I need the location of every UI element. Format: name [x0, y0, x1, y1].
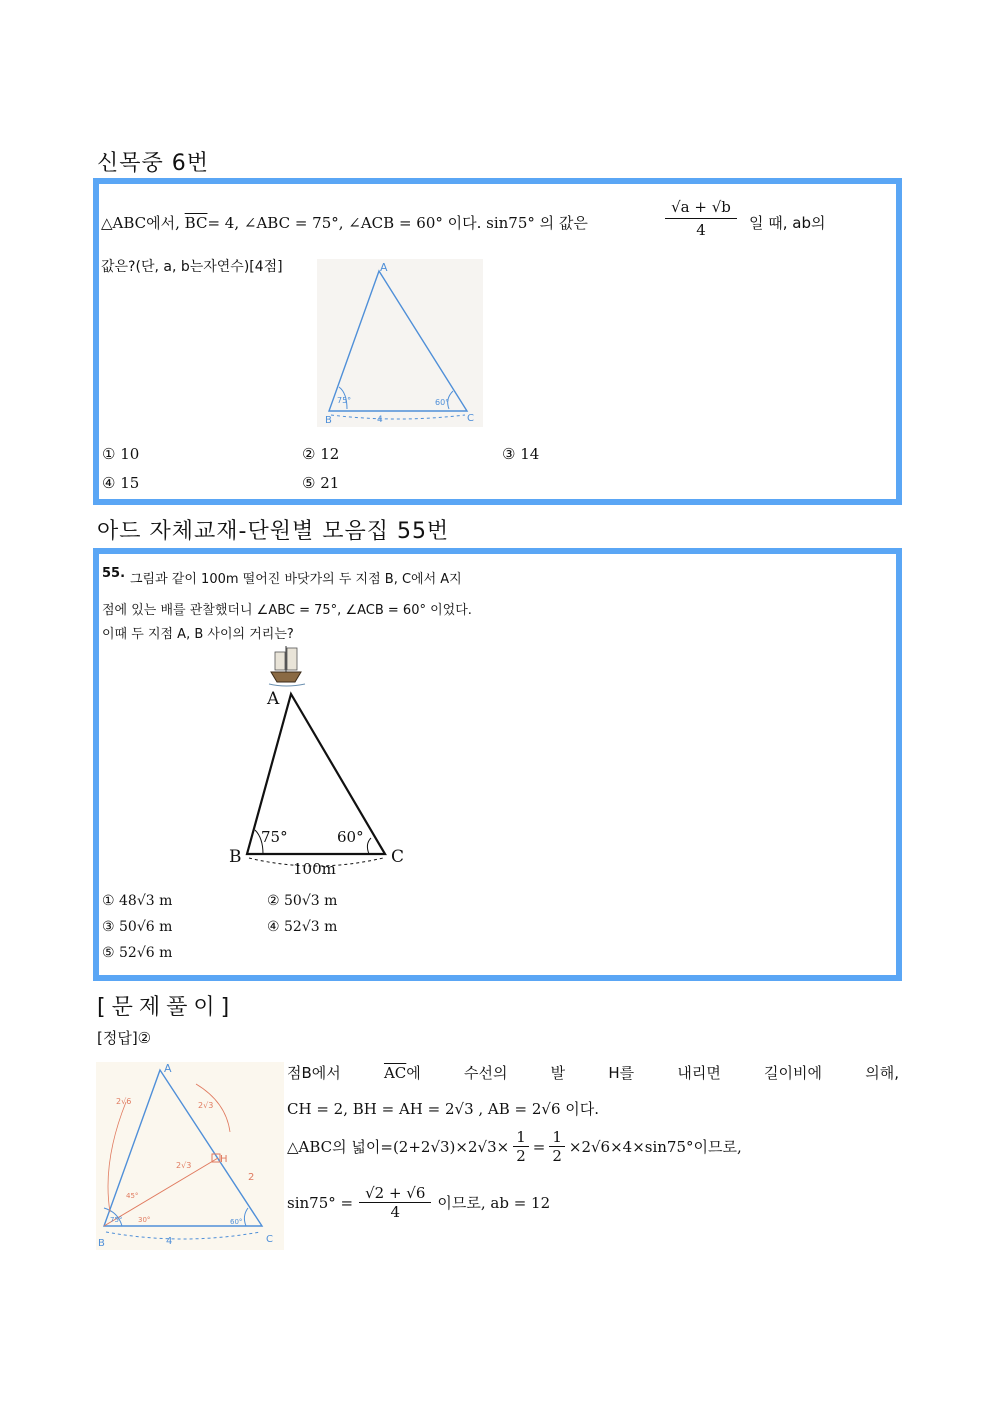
choice2-4[interactable]: ④ 52√3 m: [267, 919, 338, 935]
sketch-bh: 2√3: [176, 1161, 192, 1170]
solution-line1: [287, 1062, 899, 1083]
sketch-vertex-b: B: [98, 1238, 105, 1249]
sol-word-1: 점B에서: [287, 1064, 341, 1082]
sketch-ah: 2√3: [198, 1101, 214, 1110]
sketch-side-ch: 2: [248, 1172, 255, 1183]
choice2-3[interactable]: ③ 50√6 m: [102, 919, 173, 935]
solution-heading: [문제풀이]: [97, 995, 236, 1020]
problem2-line1: 그림과 같이 100m 떨어진 바닷가의 두 지점 B, C에서 A지: [130, 572, 462, 587]
vertex-a: A: [380, 261, 388, 274]
vertex-a-2: A: [267, 689, 280, 709]
problem1-fraction: [665, 198, 737, 239]
choice2-5[interactable]: ⑤ 52√6 m: [102, 945, 173, 961]
sol-line3-c: ×2√6×4×sin75°이므로,: [568, 1138, 742, 1156]
vertex-c: C: [467, 413, 474, 424]
problem1-text-b: = 4, ∠ABC = 75°, ∠ACB = 60° 이다. sin75° 의 값은: [207, 214, 588, 232]
choice-1[interactable]: ① 10: [102, 445, 140, 463]
sol-word-ac-group: [384, 1062, 421, 1083]
vertex-c-2: C: [391, 847, 405, 867]
fraction-denominator: 4: [696, 221, 706, 239]
sketch-angle-45: 45°: [126, 1192, 139, 1200]
sketch-angle-30: 30°: [138, 1216, 151, 1224]
fraction-half-1: $\frac{1}{2}$: [513, 1128, 529, 1165]
problem1-line2: 값은?(단, a, b는자연수)[4점]: [101, 259, 283, 275]
vertex-b: B: [325, 415, 332, 426]
solution-sketch: [96, 1062, 284, 1250]
sol-line3-b: =: [532, 1137, 546, 1156]
sol-word-5: H를: [608, 1064, 635, 1082]
problem1-box: [93, 178, 902, 505]
vertex-b-2: B: [229, 847, 242, 867]
problem1-text-c: 일 때, ab의: [749, 214, 826, 232]
angle-c-label-2: 60°: [337, 828, 364, 846]
section2-heading: 아드 자체교재-단원별 모음집 55번: [97, 519, 450, 544]
choice2-1[interactable]: ① 48√3 m: [102, 893, 173, 909]
sol-line4-b: 이므로, ab = 12: [437, 1194, 551, 1212]
fraction-half-2: $\frac{1}{2}$: [549, 1128, 565, 1165]
sketch-vertex-h: H: [220, 1154, 228, 1165]
problem2-line2: 점에 있는 배를 관찰했더니 ∠ABC = 75°, ∠ACB = 60° 이었다.: [102, 603, 472, 618]
sol-word-7: 길이비에: [764, 1064, 823, 1082]
solution-line4: [287, 1184, 550, 1221]
solution-line3: [287, 1128, 742, 1165]
sketch-angle-b: 75°: [110, 1216, 123, 1224]
sol-word-3: 수선의: [463, 1064, 508, 1082]
choice-5[interactable]: ⑤ 21: [302, 474, 340, 492]
sketch-ab: 2√6: [116, 1097, 132, 1106]
sol-word-4: 발: [550, 1064, 566, 1082]
answer-line: [정답]②: [97, 1029, 152, 1047]
problem1-text-a: △ABC에서,: [101, 214, 185, 232]
triangle-figure-1: [317, 259, 483, 427]
sketch-side-bc: 4: [166, 1236, 173, 1247]
sketch-vertex-a: A: [164, 1062, 172, 1075]
sol-line4-a: sin75° =: [287, 1193, 354, 1212]
section1-heading: 신목중 6번: [97, 151, 209, 176]
sketch-vertex-c: C: [266, 1234, 273, 1245]
problem1-line1: [101, 212, 588, 233]
choice-4[interactable]: ④ 15: [102, 474, 140, 492]
fraction-sin75: $\frac{√2 + √6}{4}$: [359, 1184, 431, 1221]
triangle-figure-2: [219, 642, 419, 877]
problem2-line3: 이때 두 지점 A, B 사이의 거리는?: [102, 627, 294, 642]
choice-3[interactable]: ③ 14: [502, 445, 540, 463]
sol-word-8: 의해,: [865, 1064, 899, 1082]
side-bc-label: 4: [377, 415, 383, 425]
angle-b-label-2: 75°: [261, 828, 288, 846]
problem2-box: [93, 548, 902, 981]
problem2-number: 55.: [102, 566, 126, 581]
fraction-numerator: √a + √b: [665, 198, 737, 219]
segment-bc: $\overline{BC}$: [184, 214, 208, 232]
choice-2[interactable]: ② 12: [302, 445, 340, 463]
angle-c-label: 60°: [435, 398, 450, 407]
sol-word-6: 내리면: [677, 1064, 721, 1082]
side-bc-label-2: 100m: [293, 860, 336, 877]
sketch-angle-c: 60°: [230, 1218, 243, 1226]
angle-b-label: 75°: [337, 396, 352, 405]
segment-ac: $\overline{AC}$: [383, 1064, 407, 1082]
ship-icon: [269, 646, 305, 686]
choice2-2[interactable]: ② 50√3 m: [267, 893, 338, 909]
sol-line3-a: △ABC의 넓이=(2+2√3)×2√3×: [287, 1138, 510, 1156]
sol-word-2: 에: [406, 1064, 421, 1082]
solution-line2: CH = 2, BH = AH = 2√3 , AB = 2√6 이다.: [287, 1100, 600, 1118]
